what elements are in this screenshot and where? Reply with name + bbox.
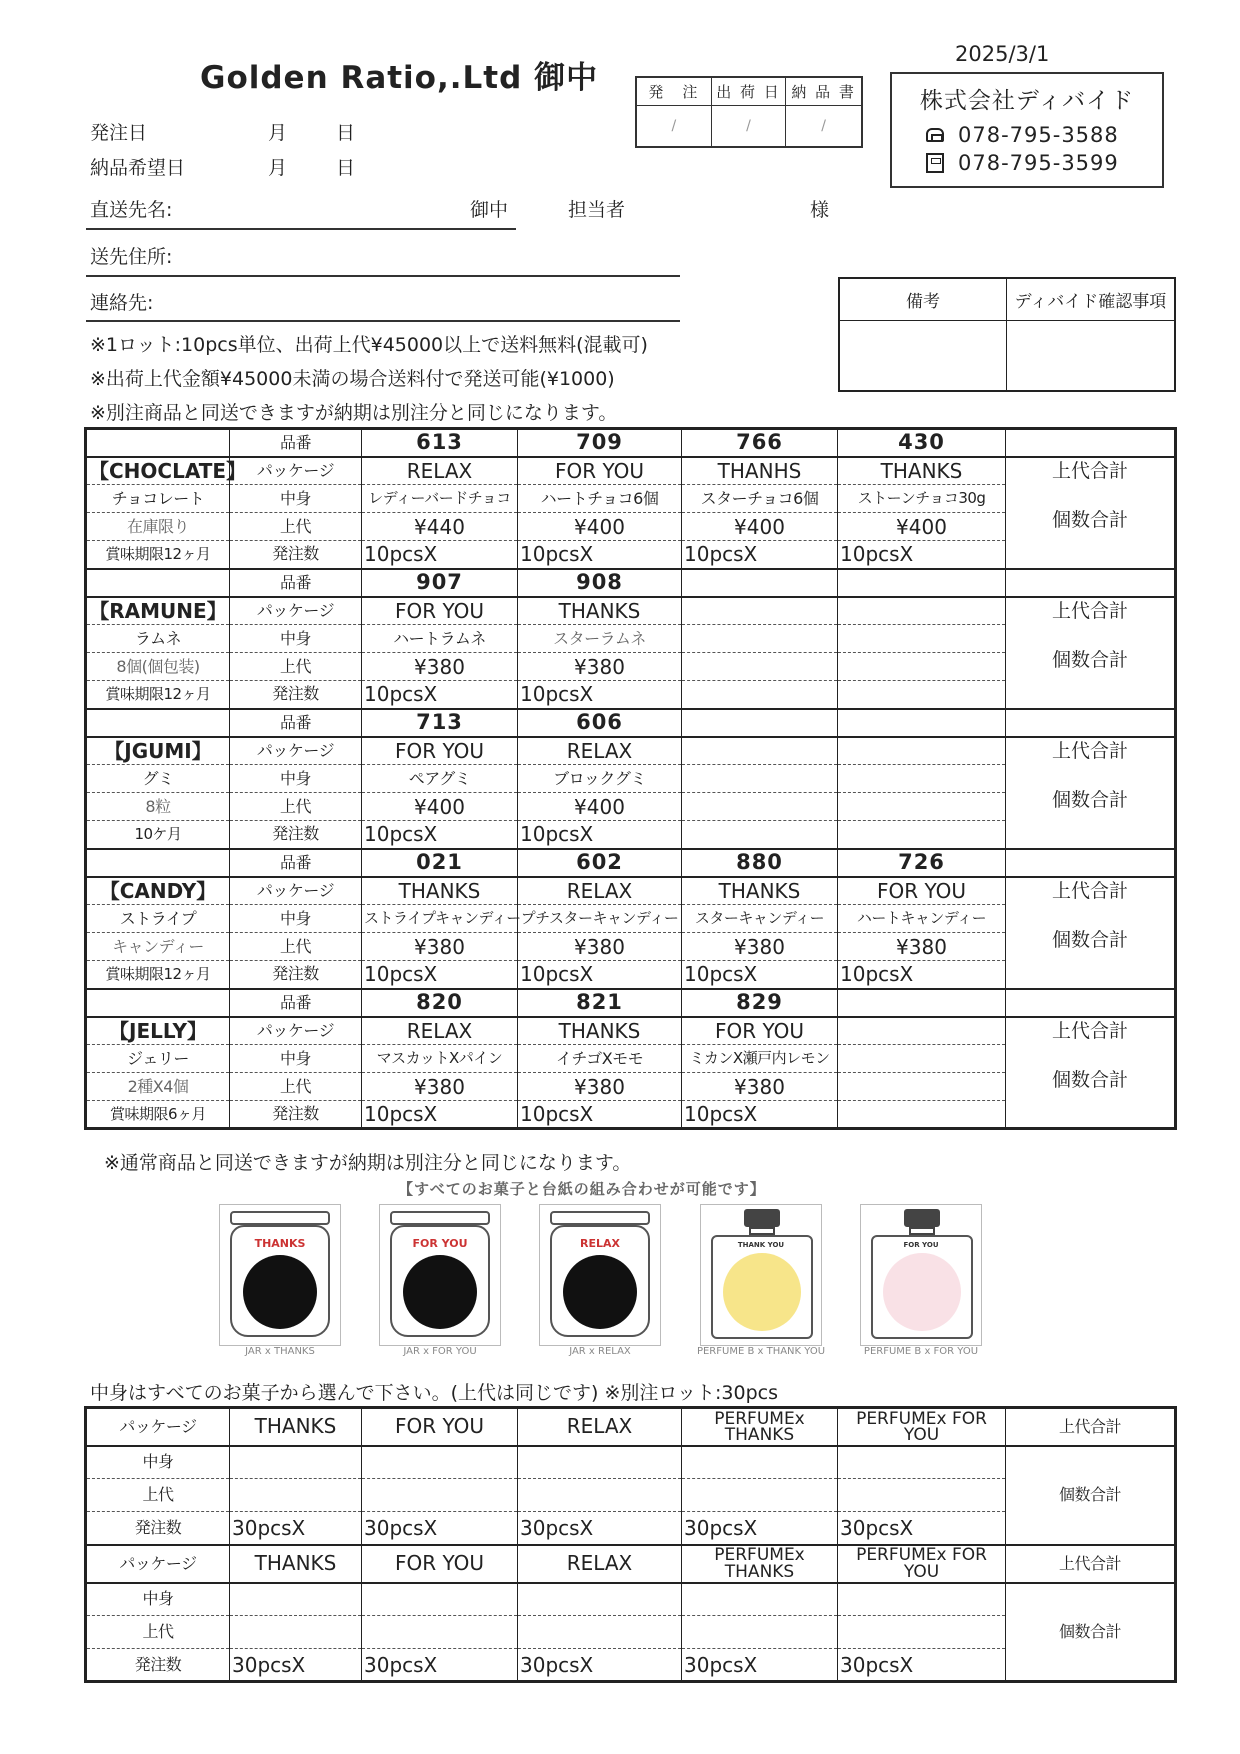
- section-info: 【JGUMI】: [86, 737, 230, 765]
- product-code: 709: [518, 429, 682, 457]
- product-package: [838, 1017, 1006, 1045]
- package-image-jar: [539, 1204, 661, 1346]
- jar-circle-icon: [563, 1255, 637, 1329]
- row-label-contents: 中身: [230, 905, 362, 933]
- section-info: ジェリー: [86, 1045, 230, 1073]
- product-package: THANHS: [682, 457, 838, 485]
- product-contents: ミカンX瀬戸内レモン: [682, 1045, 838, 1073]
- remarks-field[interactable]: [840, 321, 1007, 390]
- product-contents: [838, 625, 1006, 653]
- special-qty-cell[interactable]: 30pcsX: [838, 1649, 1006, 1682]
- special-qty-cell[interactable]: 30pcsX: [362, 1649, 518, 1682]
- row-label-contents: 中身: [230, 485, 362, 513]
- section-info: 【CHOCLATE】: [86, 457, 230, 485]
- address-label: 送先住所:: [90, 246, 173, 268]
- special-row-label-qty: 発注数: [86, 1512, 230, 1545]
- package-caption: JAR x FOR YOU: [403, 1346, 477, 1357]
- row-label-package: パッケージ: [230, 457, 362, 485]
- product-contents: レディーバードチョコ: [362, 485, 518, 513]
- product-price: ¥400: [518, 513, 682, 541]
- section-info: 賞味期限12ヶ月: [86, 961, 230, 989]
- row-label-price: 上代: [230, 653, 362, 681]
- section-info: ストライプ: [86, 905, 230, 933]
- row-label-qty: 発注数: [230, 541, 362, 569]
- delivery-date-label: 納品希望日: [90, 157, 186, 179]
- section-info: 賞味期限12ヶ月: [86, 681, 230, 709]
- product-code: 880: [682, 849, 838, 877]
- product-package: RELAX: [518, 737, 682, 765]
- product-code: [838, 709, 1006, 737]
- product-code: 820: [362, 989, 518, 1017]
- document-date: 2025/3/1: [955, 42, 1050, 66]
- jar-circle-icon: [243, 1255, 317, 1329]
- section-blank-cell: [86, 569, 230, 597]
- stamp-box: [635, 76, 863, 148]
- product-price: [838, 793, 1006, 821]
- product-package: RELAX: [362, 457, 518, 485]
- section-blank-cell: [1006, 709, 1176, 737]
- special-qty-cell[interactable]: 30pcsX: [518, 1512, 682, 1545]
- row-label-qty: 発注数: [230, 821, 362, 849]
- product-code: [682, 709, 838, 737]
- section-info: 10ケ月: [86, 821, 230, 849]
- product-contents: ストーンチョコ30g: [838, 485, 1006, 513]
- special-contents-cell[interactable]: [838, 1583, 1006, 1616]
- special-contents-cell[interactable]: [682, 1583, 838, 1616]
- note-lot: ※1ロット:10pcs単位、出荷上代¥45000以上で送料無料(混載可): [90, 334, 648, 356]
- order-date-month[interactable]: 月: [268, 122, 288, 144]
- code-label: 品番: [230, 569, 362, 597]
- row-label-price: 上代: [230, 1073, 362, 1101]
- product-qty[interactable]: [838, 1101, 1006, 1129]
- special-price-cell[interactable]: [682, 1616, 838, 1649]
- product-code: 726: [838, 849, 1006, 877]
- special-contents-cell[interactable]: [230, 1583, 362, 1616]
- section-info: 賞味期限6ヶ月: [86, 1101, 230, 1129]
- total-qty-label: 個数合計: [1051, 788, 1128, 811]
- product-qty[interactable]: 10pcsX: [518, 681, 682, 709]
- product-qty[interactable]: 10pcsX: [362, 541, 518, 569]
- note-separate: ※別注商品と同送できますが納期は別注分と同じになります。: [90, 402, 618, 424]
- section-info: 【JELLY】: [86, 1017, 230, 1045]
- product-code: 602: [518, 849, 682, 877]
- row-label-qty: 発注数: [230, 1101, 362, 1129]
- section-info: 2種X4個: [86, 1073, 230, 1101]
- special-package-header: RELAX: [518, 1408, 682, 1446]
- address-input[interactable]: [86, 275, 680, 277]
- package-label: RELAX: [580, 1237, 620, 1250]
- special-package-label: パッケージ: [86, 1408, 230, 1446]
- contact-label: 連絡先:: [90, 292, 154, 314]
- delivery-date-month[interactable]: 月: [268, 157, 288, 179]
- product-qty[interactable]: 10pcsX: [682, 541, 838, 569]
- total-price-label: 上代合計: [1051, 1019, 1128, 1042]
- totals-cell: [1006, 457, 1176, 569]
- special-price-cell[interactable]: [518, 1616, 682, 1649]
- special-package-header: THANKS: [230, 1545, 362, 1583]
- special-contents-cell[interactable]: [230, 1446, 362, 1479]
- row-label-price: 上代: [230, 793, 362, 821]
- special-qty-cell[interactable]: 30pcsX: [362, 1512, 518, 1545]
- product-qty[interactable]: 10pcsX: [362, 821, 518, 849]
- special-contents-cell[interactable]: [362, 1583, 518, 1616]
- product-code: 821: [518, 989, 682, 1017]
- code-label: 品番: [230, 849, 362, 877]
- special-qty-cell[interactable]: 30pcsX: [518, 1649, 682, 1682]
- special-contents-cell[interactable]: [682, 1446, 838, 1479]
- section-blank-cell: [86, 429, 230, 457]
- special-contents-cell[interactable]: [362, 1446, 518, 1479]
- special-total-qty-label: 個数合計: [1058, 1485, 1121, 1504]
- package-image-jar: [379, 1204, 501, 1346]
- ship-to-label: 直送先名:: [90, 199, 173, 221]
- perfume-circle-icon: [723, 1253, 801, 1331]
- product-contents: [838, 765, 1006, 793]
- special-price-cell[interactable]: [230, 1479, 362, 1512]
- product-price: ¥380: [362, 653, 518, 681]
- product-package: FOR YOU: [518, 457, 682, 485]
- product-price: ¥380: [362, 1073, 518, 1101]
- section-blank-cell: [86, 989, 230, 1017]
- confirm-field[interactable]: [1007, 321, 1174, 390]
- company-tel: [892, 123, 1162, 147]
- special-row-label-contents: 中身: [86, 1446, 230, 1479]
- product-qty[interactable]: 10pcsX: [838, 541, 1006, 569]
- total-price-label: 上代合計: [1051, 459, 1128, 482]
- product-contents: [682, 765, 838, 793]
- row-label-qty: 発注数: [230, 961, 362, 989]
- special-package-header: PERFUMEx FOR YOU: [838, 1408, 1006, 1446]
- product-price: [838, 1073, 1006, 1101]
- special-price-cell[interactable]: [362, 1479, 518, 1512]
- product-contents: ストライプキャンディー: [362, 905, 518, 933]
- stamp-value-invoice[interactable]: /: [821, 118, 827, 134]
- product-package: FOR YOU: [362, 737, 518, 765]
- special-package-header: THANKS: [230, 1408, 362, 1446]
- row-label-package: パッケージ: [230, 877, 362, 905]
- product-qty[interactable]: [682, 821, 838, 849]
- product-package: FOR YOU: [838, 877, 1006, 905]
- product-contents: イチゴXモモ: [518, 1045, 682, 1073]
- person-suffix: 様: [810, 199, 830, 221]
- row-label-contents: 中身: [230, 1045, 362, 1073]
- product-price: ¥400: [682, 513, 838, 541]
- product-qty[interactable]: 10pcsX: [682, 961, 838, 989]
- phone-icon: [926, 128, 944, 142]
- person-label: 担当者: [568, 199, 626, 221]
- code-label: 品番: [230, 429, 362, 457]
- stamp-value-ship[interactable]: /: [712, 106, 787, 146]
- special-package-label: パッケージ: [86, 1545, 230, 1583]
- totals-cell: [1006, 877, 1176, 989]
- product-contents: プチスターキャンディー: [518, 905, 682, 933]
- section-info: グミ: [86, 765, 230, 793]
- product-price: ¥400: [362, 793, 518, 821]
- special-price-cell[interactable]: [230, 1616, 362, 1649]
- product-contents: ペアグミ: [362, 765, 518, 793]
- product-qty[interactable]: 10pcsX: [682, 1101, 838, 1129]
- product-package: [838, 597, 1006, 625]
- product-qty[interactable]: [838, 821, 1006, 849]
- package-label: THANK YOU: [737, 1241, 785, 1249]
- stamp-header-order: 発 注: [637, 78, 712, 106]
- product-qty[interactable]: 10pcsX: [518, 1101, 682, 1129]
- product-code: [682, 569, 838, 597]
- special-order-table: [84, 1406, 1177, 1683]
- row-label-package: パッケージ: [230, 597, 362, 625]
- section-blank-cell: [1006, 989, 1176, 1017]
- product-price: ¥440: [362, 513, 518, 541]
- fax-icon: [926, 153, 944, 173]
- product-price: ¥380: [682, 1073, 838, 1101]
- tel-number: 078-795-3588: [958, 123, 1119, 147]
- jar-circle-icon: [403, 1255, 477, 1329]
- product-package: THANKS: [362, 877, 518, 905]
- delivery-date-day[interactable]: 日: [336, 157, 356, 179]
- total-price-label: 上代合計: [1051, 739, 1128, 762]
- section-blank-cell: [1006, 429, 1176, 457]
- total-qty-label: 個数合計: [1051, 508, 1128, 531]
- special-price-cell[interactable]: [362, 1616, 518, 1649]
- section-info: 【CANDY】: [86, 877, 230, 905]
- product-code: 766: [682, 429, 838, 457]
- product-price: ¥380: [518, 1073, 682, 1101]
- perfume-circle-icon: [883, 1253, 961, 1331]
- contact-input[interactable]: [86, 320, 680, 322]
- special-qty-cell[interactable]: 30pcsX: [230, 1649, 362, 1682]
- special-contents-cell[interactable]: [518, 1446, 682, 1479]
- product-qty[interactable]: 10pcsX: [518, 961, 682, 989]
- total-qty-label: 個数合計: [1051, 928, 1128, 951]
- special-price-cell[interactable]: [838, 1616, 1006, 1649]
- product-contents: [838, 1045, 1006, 1073]
- special-total-price-label: 上代合計: [1006, 1545, 1176, 1583]
- special-contents-cell[interactable]: [518, 1583, 682, 1616]
- total-qty-label: 個数合計: [1051, 1068, 1128, 1091]
- package-caption: PERFUME B x FOR YOU: [863, 1346, 979, 1357]
- product-contents: ブロックグミ: [518, 765, 682, 793]
- row-label-qty: 発注数: [230, 681, 362, 709]
- package-label: FOR YOU: [903, 1241, 939, 1249]
- section-info: チョコレート: [86, 485, 230, 513]
- code-label: 品番: [230, 989, 362, 1017]
- section-info: 【RAMUNE】: [86, 597, 230, 625]
- section-blank-cell: [1006, 569, 1176, 597]
- product-contents: ハートチョコ6個: [518, 485, 682, 513]
- special-package-header: PERFUMEx FOR YOU: [838, 1545, 1006, 1583]
- special-row-label-contents: 中身: [86, 1583, 230, 1616]
- special-price-cell[interactable]: [518, 1479, 682, 1512]
- special-package-header: PERFUMEx THANKS: [682, 1408, 838, 1446]
- total-qty-label: 個数合計: [1051, 648, 1128, 671]
- product-contents: マスカットXパイン: [362, 1045, 518, 1073]
- special-row-label-price: 上代: [86, 1479, 230, 1512]
- product-code: 021: [362, 849, 518, 877]
- product-package: [682, 737, 838, 765]
- product-package: RELAX: [518, 877, 682, 905]
- product-price: [838, 653, 1006, 681]
- remarks-header: 備考: [840, 279, 1007, 321]
- special-qty-cell[interactable]: 30pcsX: [838, 1512, 1006, 1545]
- special-totals-cell: [1006, 1583, 1176, 1682]
- section-blank-cell: [1006, 849, 1176, 877]
- special-package-header: FOR YOU: [362, 1545, 518, 1583]
- package-image-jar: [219, 1204, 341, 1346]
- note-shipping: ※出荷上代金額¥45000未満の場合送料付で発送可能(¥1000): [90, 368, 615, 390]
- package-label: THANKS: [254, 1237, 306, 1250]
- product-package: FOR YOU: [682, 1017, 838, 1045]
- row-label-price: 上代: [230, 933, 362, 961]
- product-package: [838, 737, 1006, 765]
- section-info: 8個(個包装): [86, 653, 230, 681]
- product-price: ¥380: [518, 653, 682, 681]
- remarks-box: [838, 277, 1176, 392]
- product-price: ¥380: [838, 933, 1006, 961]
- company-fax: [892, 151, 1162, 175]
- product-code: 613: [362, 429, 518, 457]
- product-package: FOR YOU: [362, 597, 518, 625]
- product-price: ¥380: [682, 933, 838, 961]
- product-price: ¥400: [518, 793, 682, 821]
- fax-number: 078-795-3599: [958, 151, 1119, 175]
- product-qty[interactable]: 10pcsX: [362, 1101, 518, 1129]
- product-package: THANKS: [838, 457, 1006, 485]
- ship-to-input[interactable]: [86, 228, 516, 230]
- code-label: 品番: [230, 709, 362, 737]
- product-qty[interactable]: 10pcsX: [362, 681, 518, 709]
- package-label: FOR YOU: [412, 1237, 468, 1250]
- stamp-value-order[interactable]: /: [637, 106, 712, 146]
- section-info: 在庫限り: [86, 513, 230, 541]
- ship-to-suffix: 御中: [470, 199, 509, 221]
- company-box: [890, 72, 1164, 188]
- totals-cell: [1006, 597, 1176, 709]
- product-price: ¥380: [362, 933, 518, 961]
- confirm-header: ディバイド確認事項: [1007, 279, 1174, 321]
- product-code: 908: [518, 569, 682, 597]
- special-total-price-label: 上代合計: [1006, 1408, 1176, 1446]
- package-caption: PERFUME B x THANK YOU: [696, 1346, 826, 1357]
- section-info: ラムネ: [86, 625, 230, 653]
- product-price: ¥400: [838, 513, 1006, 541]
- product-contents: スターラムネ: [518, 625, 682, 653]
- special-row-label-price: 上代: [86, 1616, 230, 1649]
- section-info: 8粒: [86, 793, 230, 821]
- product-code: [838, 569, 1006, 597]
- special-price-cell[interactable]: [682, 1479, 838, 1512]
- special-total-qty-label: 個数合計: [1058, 1621, 1121, 1641]
- product-code: 430: [838, 429, 1006, 457]
- special-package-header: PERFUMEx THANKS: [682, 1545, 838, 1583]
- product-code: 713: [362, 709, 518, 737]
- special-qty-cell[interactable]: 30pcsX: [682, 1649, 838, 1682]
- product-price: ¥380: [518, 933, 682, 961]
- product-package: RELAX: [362, 1017, 518, 1045]
- row-label-package: パッケージ: [230, 1017, 362, 1045]
- special-qty-cell[interactable]: 30pcsX: [682, 1512, 838, 1545]
- row-label-contents: 中身: [230, 625, 362, 653]
- total-price-label: 上代合計: [1051, 599, 1128, 622]
- row-label-price: 上代: [230, 513, 362, 541]
- section-blank-cell: [86, 849, 230, 877]
- product-contents: スターチョコ6個: [682, 485, 838, 513]
- package-image-perfume: [700, 1204, 822, 1346]
- page-title: Golden Ratio,.Ltd 御中: [200, 60, 599, 96]
- product-qty[interactable]: 10pcsX: [518, 821, 682, 849]
- special-package-header: RELAX: [518, 1545, 682, 1583]
- section-info: 賞味期限12ヶ月: [86, 541, 230, 569]
- product-contents: スターキャンディー: [682, 905, 838, 933]
- section-info: キャンディー: [86, 933, 230, 961]
- special-contents-cell[interactable]: [838, 1446, 1006, 1479]
- product-price: [682, 653, 838, 681]
- product-package: THANKS: [518, 597, 682, 625]
- product-qty[interactable]: 10pcsX: [838, 961, 1006, 989]
- product-code: 606: [518, 709, 682, 737]
- note-special: ※通常商品と同送できますが納期は別注分と同じになります。: [104, 1152, 632, 1174]
- row-label-package: パッケージ: [230, 737, 362, 765]
- row-label-contents: 中身: [230, 765, 362, 793]
- special-package-header: FOR YOU: [362, 1408, 518, 1446]
- product-code: 829: [682, 989, 838, 1017]
- product-contents: ハートキャンディー: [838, 905, 1006, 933]
- package-caption: JAR x THANKS: [245, 1346, 315, 1357]
- product-qty[interactable]: 10pcsX: [362, 961, 518, 989]
- special-order-note: 中身はすべてのお菓子から選んで下さい。(上代は同じです) ※別注ロット:30pcs: [90, 1382, 779, 1404]
- stamp-header-ship: 出 荷 日: [712, 78, 787, 106]
- product-qty[interactable]: [838, 681, 1006, 709]
- company-name: 株式会社ディバイド: [919, 88, 1135, 114]
- package-caption: JAR x RELAX: [569, 1346, 631, 1357]
- product-package: [682, 597, 838, 625]
- section-blank-cell: [86, 709, 230, 737]
- order-date-day[interactable]: 日: [336, 122, 356, 144]
- special-row-label-qty: 発注数: [86, 1649, 230, 1682]
- product-contents: [682, 625, 838, 653]
- package-image-perfume: [860, 1204, 982, 1346]
- product-code: 907: [362, 569, 518, 597]
- product-order-table: [84, 427, 1177, 1130]
- product-qty[interactable]: 10pcsX: [518, 541, 682, 569]
- special-price-cell[interactable]: [838, 1479, 1006, 1512]
- combo-note: 【すべてのお菓子と台紙の組み合わせが可能です】: [398, 1180, 766, 1198]
- product-code: [838, 989, 1006, 1017]
- totals-cell: [1006, 737, 1176, 849]
- product-qty[interactable]: [682, 681, 838, 709]
- special-totals-cell: [1006, 1446, 1176, 1545]
- product-price: [682, 793, 838, 821]
- stamp-header-invoice: 納 品 書: [786, 78, 861, 106]
- product-contents: ハートラムネ: [362, 625, 518, 653]
- totals-cell: [1006, 1017, 1176, 1129]
- special-qty-cell[interactable]: 30pcsX: [230, 1512, 362, 1545]
- order-date-label: 発注日: [90, 122, 148, 144]
- total-price-label: 上代合計: [1051, 879, 1128, 902]
- product-package: THANKS: [518, 1017, 682, 1045]
- product-package: THANKS: [682, 877, 838, 905]
